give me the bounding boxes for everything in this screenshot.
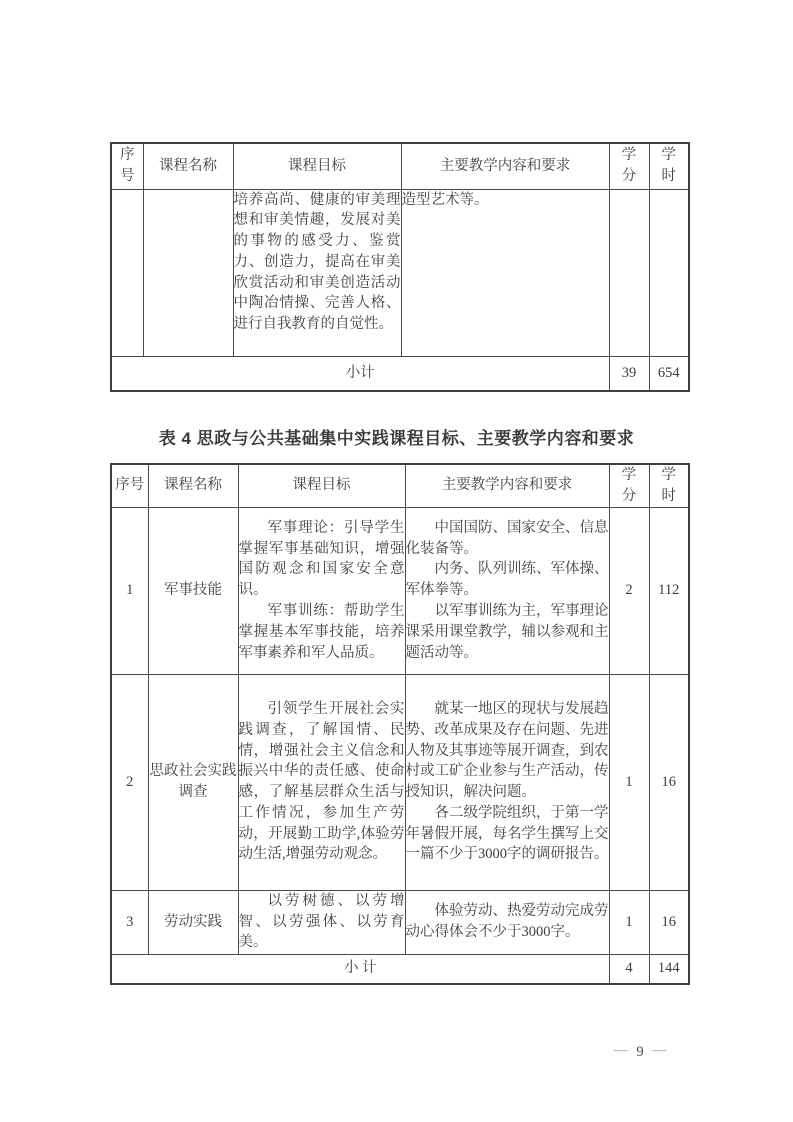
content-paragraph: 各二级学院组织，于第一学年暑假开展，每名学生撰写上交一篇不少于3000字的调研报告。 bbox=[405, 804, 609, 863]
table4-practical-courses bbox=[110, 463, 690, 985]
table-row-military-skills bbox=[111, 507, 689, 674]
header-hours-label: 学时 bbox=[661, 467, 676, 504]
footer-dash-left: — bbox=[613, 1043, 628, 1058]
header-course-name: 课程名称 bbox=[148, 464, 238, 507]
cell-content bbox=[405, 890, 609, 954]
cell-objective bbox=[238, 674, 405, 890]
cell-hours: 112 bbox=[649, 507, 689, 674]
table-row bbox=[111, 189, 689, 356]
header-seq bbox=[111, 143, 143, 189]
cell-seq: 1 bbox=[111, 507, 148, 674]
subtotal-row bbox=[111, 356, 689, 391]
cell-hours: 16 bbox=[649, 674, 689, 890]
cell-content bbox=[405, 674, 609, 890]
cell-credits: 1 bbox=[609, 890, 649, 954]
objective-paragraph: 以劳树德、以劳增智、以劳强体、以劳育美。 bbox=[238, 892, 405, 951]
cell-objective bbox=[238, 507, 405, 674]
cell-hours bbox=[649, 189, 689, 356]
cell-course-name: 军事技能 bbox=[148, 507, 238, 674]
subtotal-credits: 4 bbox=[609, 954, 649, 984]
cell-seq bbox=[111, 189, 143, 356]
content-paragraph: 内务、队列训练、军体操、军体拳等。 bbox=[405, 561, 609, 599]
page-footer bbox=[575, 1042, 705, 1062]
header-objective: 课程目标 bbox=[238, 464, 405, 507]
table-row-labor-practice bbox=[111, 890, 689, 954]
subtotal-label: 小 计 bbox=[111, 954, 609, 984]
subtotal-row bbox=[111, 954, 689, 984]
header-objective: 课程目标 bbox=[233, 143, 401, 189]
subtotal-hours: 654 bbox=[649, 356, 689, 391]
objective-paragraph: 培养高尚、健康的审美理想和审美情趣，发展对美的事物的感受力、鉴赏力、创造力，提高在审美欣赏活动和审美创造活动中陶冶情操、完善人格、进行自我教育的自觉性。 bbox=[233, 191, 401, 333]
table4-title: 表 4 思政与公共基础集中实践课程目标、主要教学内容和要求 bbox=[158, 429, 635, 448]
header-seq-label: 序号 bbox=[120, 147, 135, 185]
content-paragraph: 中国国防、国家安全、信息化装备等。 bbox=[405, 519, 609, 557]
content-paragraph: 体验劳动、热爱劳动完成劳动心得体会不少于3000字。 bbox=[405, 903, 609, 941]
table-header-row bbox=[111, 143, 689, 189]
objective-paragraph: 引领学生开展社会实践调查，了解国情、民情，增强社会主义信念和振兴中华的责任感、使命感，了解基层群众生活与工作情况，参加生产劳动，开展勤工助学,体验劳动生活,增强劳动观念。 bbox=[238, 700, 405, 863]
course-name-label: 思政社会实践调查 bbox=[149, 763, 237, 801]
header-hours bbox=[649, 464, 689, 507]
cell-objective bbox=[233, 189, 401, 356]
continued-course-table bbox=[110, 142, 690, 392]
content-paragraph: 造型艺术等。 bbox=[401, 191, 489, 208]
cell-content bbox=[405, 507, 609, 674]
cell-credits: 2 bbox=[609, 507, 649, 674]
objective-paragraph: 军事训练：帮助学生掌握基本军事技能，培养军事素养和军人品质。 bbox=[238, 602, 405, 661]
cell-course-name: 劳动实践 bbox=[148, 890, 238, 954]
subtotal-credits: 39 bbox=[609, 356, 649, 391]
header-hours bbox=[649, 143, 689, 189]
header-seq: 序号 bbox=[111, 464, 148, 507]
table-row-social-practice-survey bbox=[111, 674, 689, 890]
cell-objective bbox=[238, 890, 405, 954]
page-number: 9 bbox=[636, 1043, 644, 1060]
cell-credits bbox=[609, 189, 649, 356]
header-content: 主要教学内容和要求 bbox=[401, 143, 609, 189]
header-content: 主要教学内容和要求 bbox=[405, 464, 609, 507]
content-paragraph: 以军事训练为主，军事理论课采用课堂教学，辅以参观和主题活动等。 bbox=[405, 602, 609, 661]
header-credits bbox=[609, 464, 649, 507]
cell-seq: 2 bbox=[111, 674, 148, 890]
header-hours-label: 学时 bbox=[661, 147, 676, 185]
header-credits-label: 学分 bbox=[621, 147, 637, 185]
cell-seq: 3 bbox=[111, 890, 148, 954]
table-header-row bbox=[111, 464, 689, 507]
content-paragraph: 就某一地区的现状与发展趋势、改革成果及存在问题、先进人物及其事迹等展开调查，到农村或工矿企业参与生产活动，传授知识，解决问题。 bbox=[405, 700, 609, 801]
cell-hours: 16 bbox=[649, 890, 689, 954]
footer-dash-right: — bbox=[652, 1043, 667, 1058]
cell-content bbox=[401, 189, 609, 356]
subtotal-label: 小计 bbox=[111, 356, 609, 391]
header-credits-label: 学分 bbox=[621, 467, 637, 504]
cell-course-name bbox=[148, 674, 238, 890]
subtotal-hours: 144 bbox=[649, 954, 689, 984]
cell-credits: 1 bbox=[609, 674, 649, 890]
objective-paragraph: 军事理论：引导学生掌握军事基础知识，增强国防观念和国家安全意识。 bbox=[238, 519, 405, 599]
header-course-name: 课程名称 bbox=[143, 143, 233, 189]
header-credits bbox=[609, 143, 649, 189]
cell-course-name bbox=[143, 189, 233, 356]
